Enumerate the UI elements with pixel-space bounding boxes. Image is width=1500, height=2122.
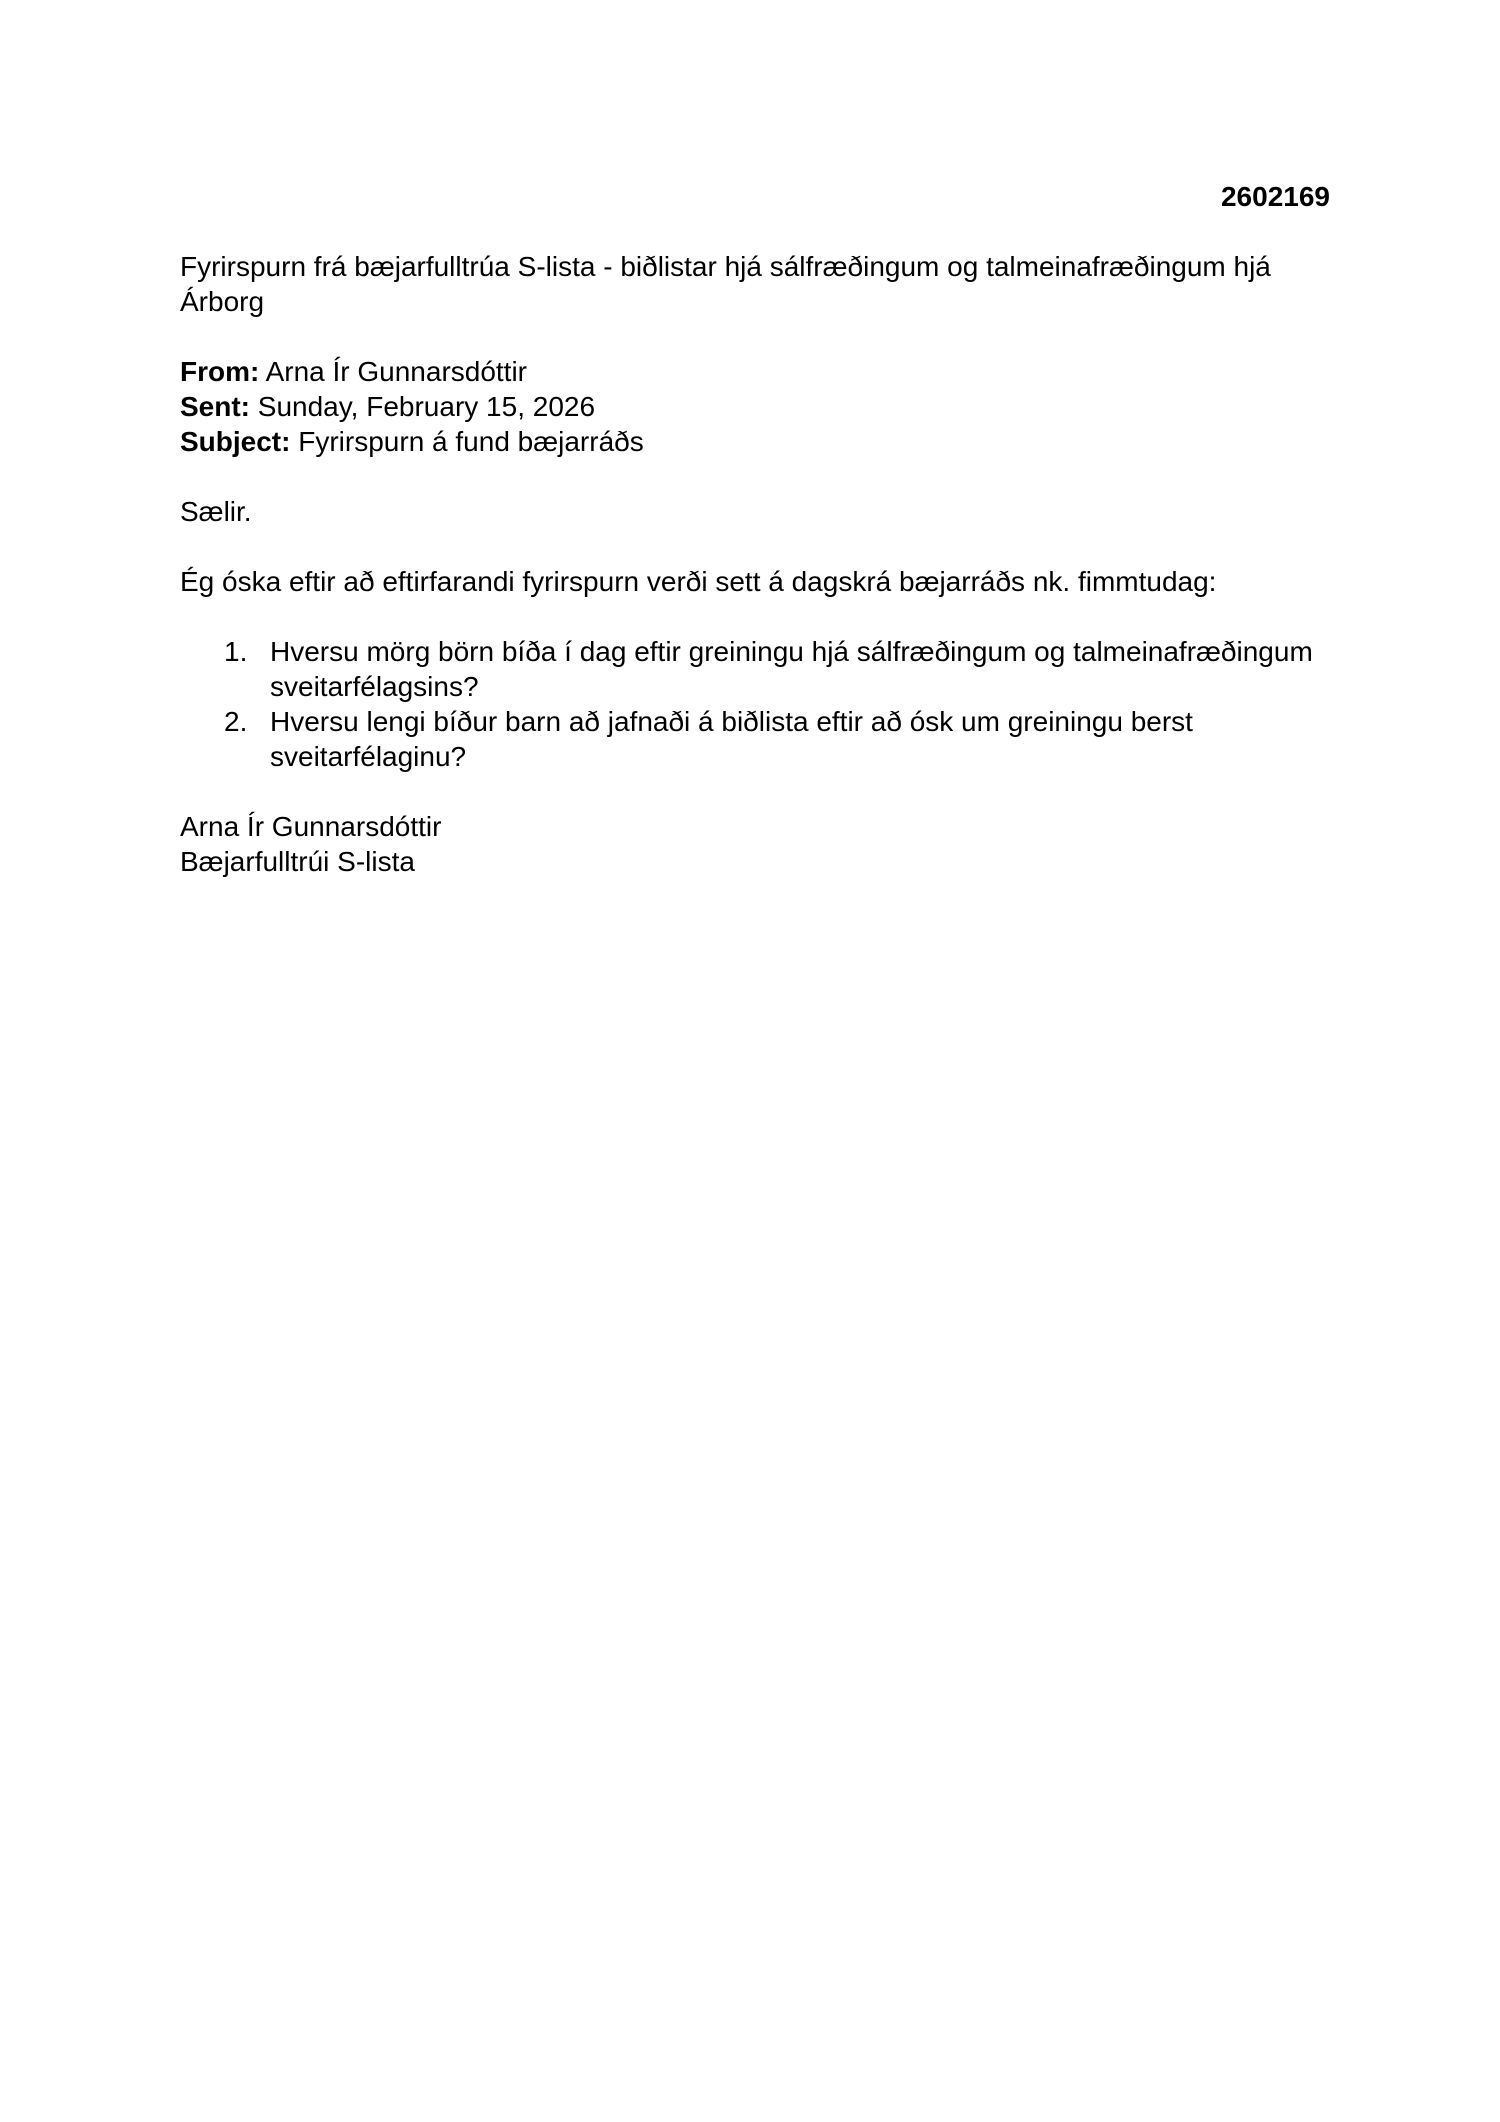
from-value: Arna Ír Gunnarsdóttir <box>265 356 528 387</box>
document-body <box>180 249 1340 879</box>
sent-value: Sunday, February 15, 2026 <box>257 391 596 422</box>
subject-value: Fyrirspurn á fund bæjarráðs <box>298 426 644 457</box>
from-label: From: <box>180 356 260 387</box>
from-line <box>180 354 1340 389</box>
document-title: Fyrirspurn frá bæjarfulltrúa S-lista - biðlistar hjá sálfræðingum og talmeinafræðingum hjá Árborg <box>180 251 1271 317</box>
list-item <box>180 634 1340 704</box>
signature-name: Arna Ír Gunnarsdóttir <box>180 811 442 842</box>
case-number: 2602169 <box>1220 181 1330 212</box>
subject-label: Subject: <box>180 426 291 457</box>
question-text: Hversu lengi bíður barn að jafnaði á biðlista eftir að ósk um greiningu berst sveitarfélaginu? <box>270 706 1193 772</box>
subject-line <box>180 424 1340 459</box>
question-list <box>180 634 1340 774</box>
question-text: Hversu mörg börn bíða í dag eftir greiningu hjá sálfræðingum og talmeinafræðingum sveitarfélagsins? <box>270 636 1313 702</box>
greeting: Sælir. <box>180 496 252 527</box>
sent-line <box>180 389 1340 424</box>
signature-block <box>180 809 1340 879</box>
question-number: 1. <box>224 636 248 667</box>
email-headers <box>180 354 1340 459</box>
intro-paragraph: Ég óska eftir að eftirfarandi fyrirspurn verði sett á dagskrá bæjarráðs nk. fimmtudag: <box>180 566 1217 597</box>
signature-role: Bæjarfulltrúi S-lista <box>180 846 415 877</box>
sent-label: Sent: <box>180 391 250 422</box>
list-item <box>180 704 1340 774</box>
question-number: 2. <box>224 706 248 737</box>
